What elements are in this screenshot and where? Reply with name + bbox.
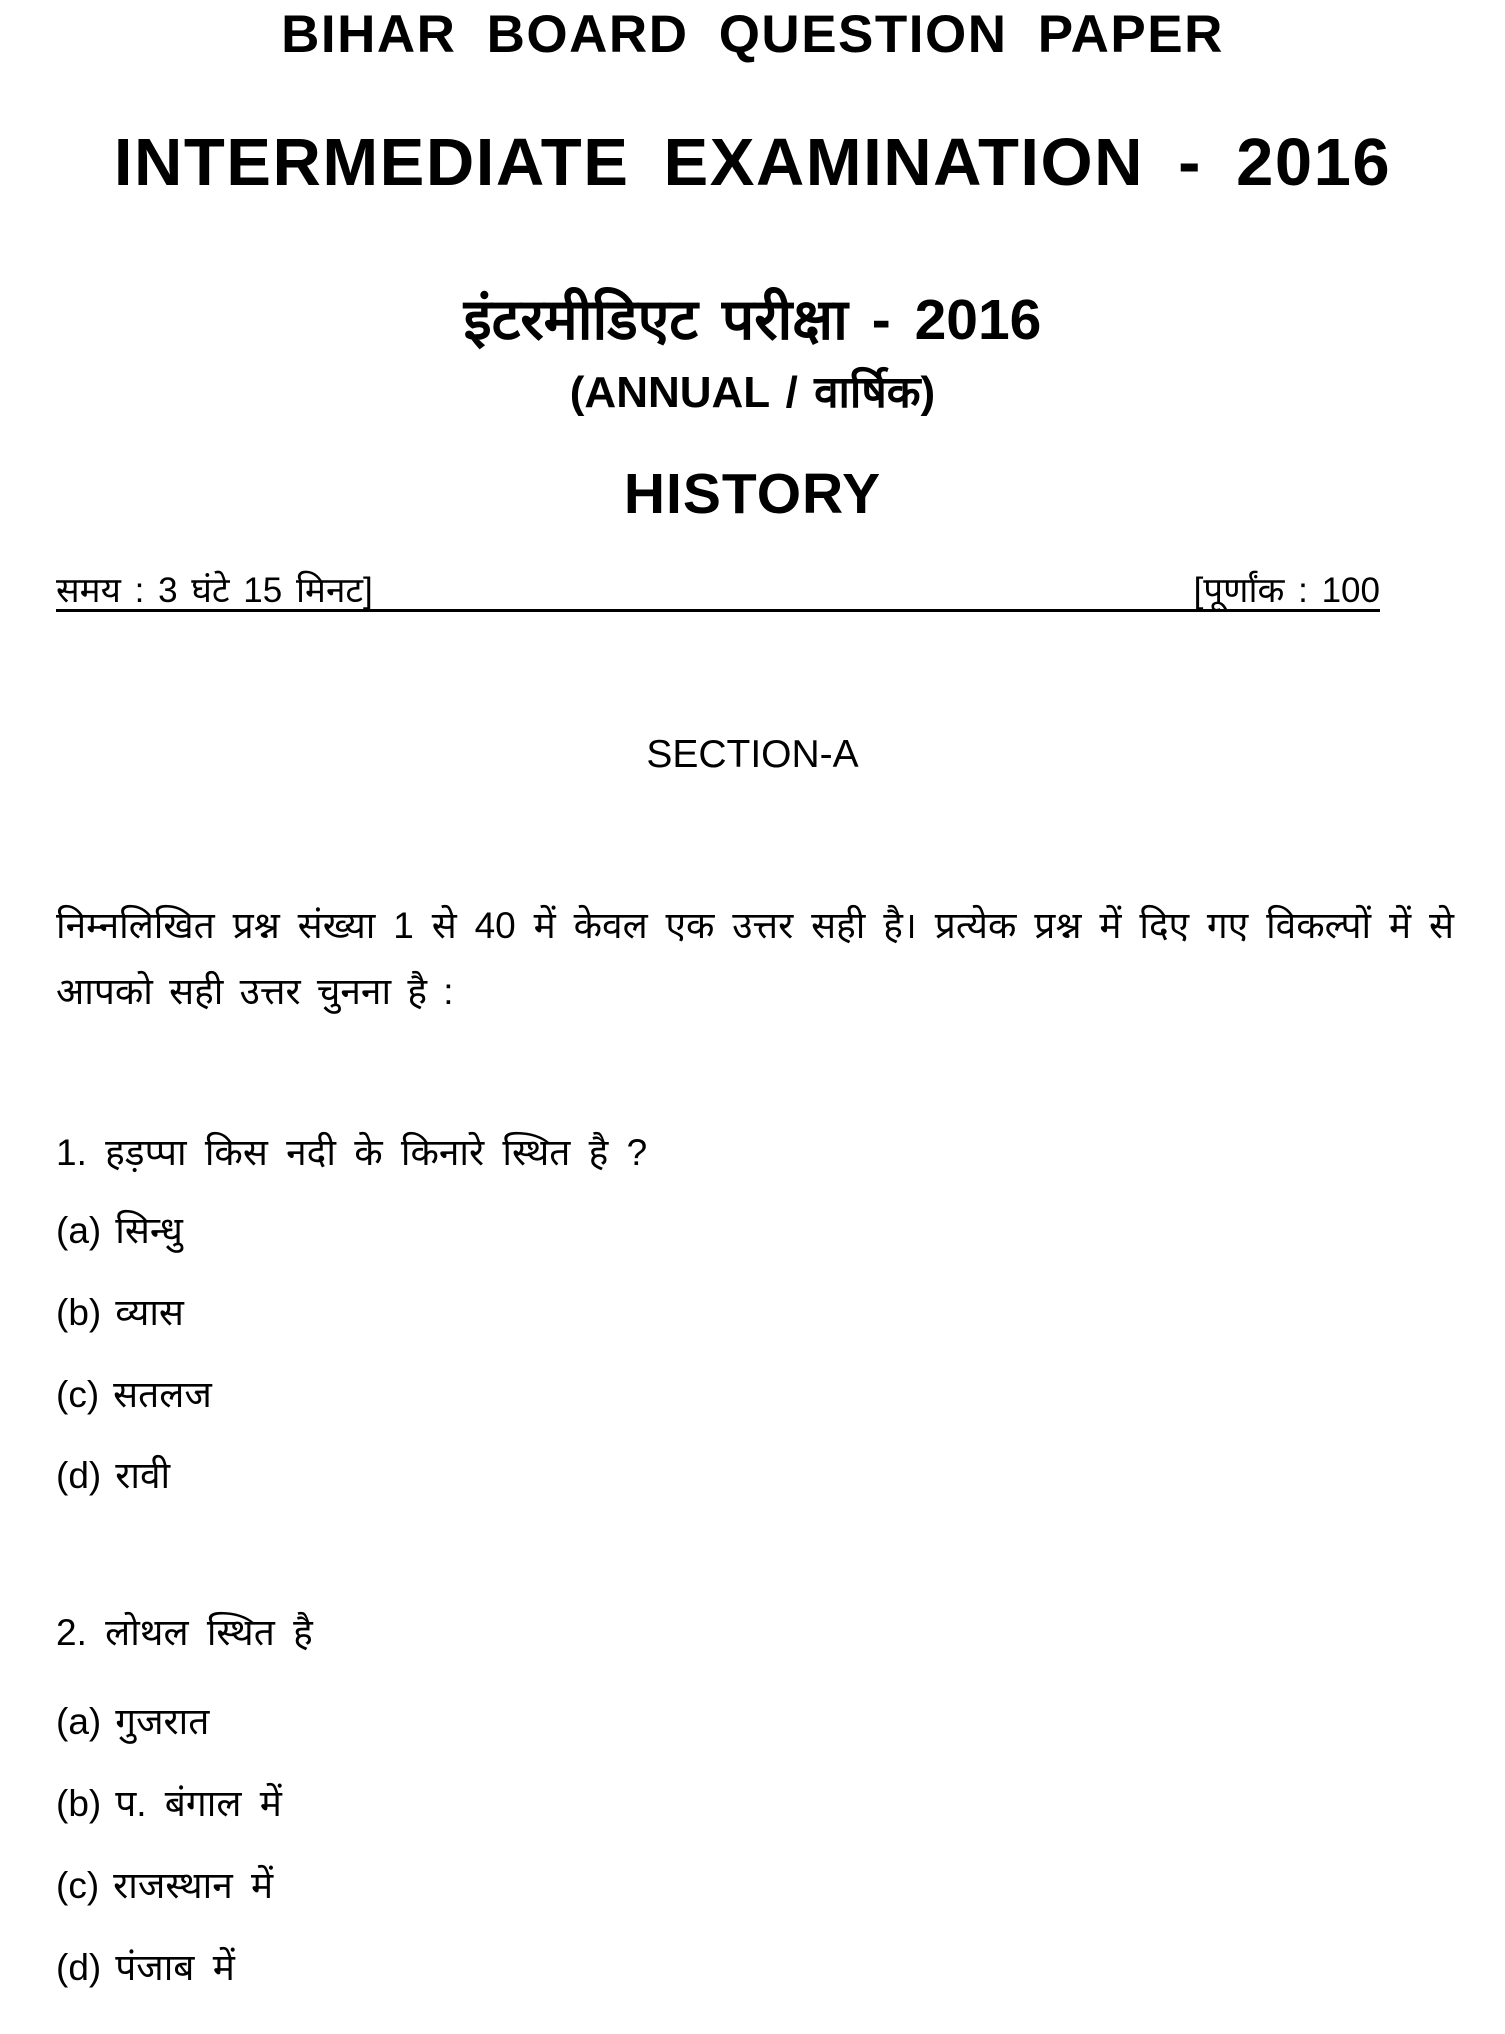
- exam-title-hindi: इंटरमीडिएट परीक्षा - 2016: [463, 288, 1042, 352]
- question-1-text: 1. हड़प्पा किस नदी के किनारे स्थित है ?: [56, 1132, 648, 1173]
- question-2-option-a: [56, 1703, 209, 1740]
- subject-title: HISTORY: [623, 462, 882, 526]
- option-label: (c): [56, 1374, 100, 1415]
- time-marks-row: [56, 573, 1380, 612]
- option-label: (b): [56, 1292, 102, 1333]
- option-label: (d): [56, 1455, 102, 1496]
- question-1-option-a: [56, 1212, 183, 1249]
- exam-type: (ANNUAL / वार्षिक): [569, 368, 936, 417]
- question-2-text: 2. लोथल स्थित है: [56, 1612, 313, 1653]
- option-text: प. बंगाल में: [115, 1783, 282, 1824]
- section-title: SECTION-A: [646, 733, 859, 776]
- option-text: रावी: [115, 1455, 171, 1496]
- option-label: (d): [56, 1947, 102, 1988]
- question-1-option-b: [56, 1294, 184, 1331]
- board-title: BIHAR BOARD QUESTION PAPER: [281, 5, 1224, 64]
- option-text: राजस्थान में: [113, 1865, 274, 1906]
- option-text: पंजाब में: [115, 1947, 235, 1988]
- option-text: सिन्धु: [115, 1210, 183, 1251]
- option-label: (b): [56, 1783, 102, 1824]
- option-label: (a): [56, 1701, 102, 1742]
- question-1-option-c: [56, 1376, 212, 1413]
- question-2-option-d: [56, 1949, 235, 1986]
- option-label: (c): [56, 1865, 100, 1906]
- question-2-option-b: [56, 1785, 282, 1822]
- instructions-paragraph: निम्नलिखित प्रश्न संख्या 1 से 40 में केवल एक उत्तर सही है। प्रत्येक प्रश्न में दिए गए विकल्पों में से आपको सही उत्तर चुनना है :: [56, 905, 1454, 1012]
- question-2-option-c: [56, 1867, 273, 1904]
- full-marks: [पूर्णांक : 100: [1193, 571, 1380, 610]
- time-allowed: समय : 3 घंटे 15 मिनट]: [56, 571, 373, 610]
- option-text: व्यास: [115, 1292, 184, 1333]
- option-text: गुजरात: [115, 1701, 210, 1742]
- option-label: (a): [56, 1210, 102, 1251]
- exam-title-english: INTERMEDIATE EXAMINATION - 2016: [113, 125, 1392, 200]
- option-text: सतलज: [113, 1374, 212, 1415]
- question-1-option-d: [56, 1457, 170, 1494]
